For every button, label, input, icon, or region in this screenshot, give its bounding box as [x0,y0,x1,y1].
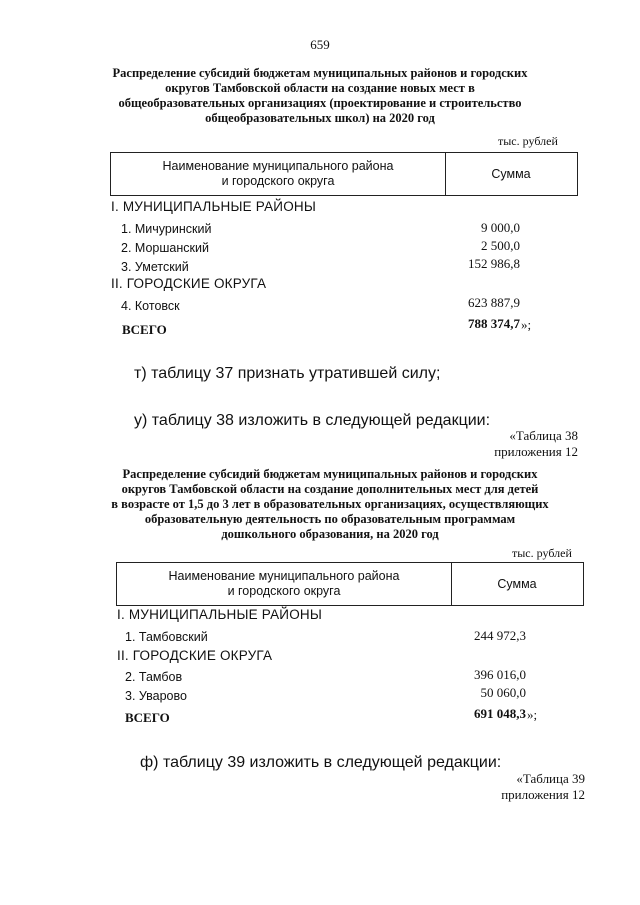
table2-row-name: 3. Уварово [125,689,187,703]
table1-units: тыс. рублей [498,134,558,148]
table1-title-line: Распределение субсидий бюджетам муниципальных районов и городских [112,66,528,80]
table1-header [110,152,578,196]
paragraph-f: ф) таблицу 39 изложить в следующей редакции: [140,754,502,771]
table1-row-name: 3. Уметский [121,260,189,274]
table2-total-value: 691 048,3 [474,706,526,721]
table2-header-name [117,563,452,605]
table39-reference [430,771,585,803]
table1-header-name [111,153,446,195]
table1-row-name: 2. Моршанский [121,241,209,255]
table2-header-name-line: Наименование муниципального района [168,569,400,583]
table1-row-name: 4. Котовск [121,299,180,313]
table2-header-sum: Сумма [497,577,537,591]
table2-row-name: 1. Тамбовский [125,630,208,644]
table2-title-line: в возрасте от 1,5 до 3 лет в образовательных организациях, осуществляющих [111,497,549,511]
table2-title-line: округов Тамбовской области на создание дополнительных мест для детей [121,482,539,496]
table2-title [90,467,570,542]
table1-section-districts: I. МУНИЦИПАЛЬНЫЕ РАЙОНЫ [111,199,317,214]
page-number: 659 [310,37,330,52]
paragraph-u: у) таблицу 38 изложить в следующей редакции: [134,412,491,429]
table1-row-value: 623 887,9 [468,295,520,310]
table2-section-districts: I. МУНИЦИПАЛЬНЫЕ РАЙОНЫ [117,607,323,622]
table38-reference-line: приложения 12 [494,444,578,459]
table1-section-cities: II. ГОРОДСКИЕ ОКРУГА [111,276,267,291]
table1-header-name-line: Наименование муниципального района [162,159,394,173]
table1-title-line: округов Тамбовской области на создание новых мест в [165,81,475,95]
table1-total-label: ВСЕГО [122,322,167,337]
table38-reference [430,428,578,460]
table2-title-line: дошкольного образования, на 2020 год [221,527,439,541]
table2-row-value: 244 972,3 [474,628,526,643]
table2-total-label: ВСЕГО [125,710,170,725]
table1-row-value: 152 986,8 [468,256,520,271]
table2-total-suffix: »; [527,707,538,722]
table2-row-value: 50 060,0 [480,685,526,700]
table2-title-line: Распределение субсидий бюджетам муниципальных районов и городских [122,467,538,481]
table1-row-name: 1. Мичуринский [121,222,212,236]
table1-row-value: 2 500,0 [481,238,520,253]
table1-title-line: общеобразовательных организациях (проектирование и строительство [118,96,522,110]
table1-header-sum: Сумма [491,167,531,181]
table39-reference-line: «Таблица 39 [516,771,585,786]
table2-header [116,562,584,606]
table2-row-value: 396 016,0 [474,667,526,682]
table1-header-name-line: и городского округа [221,174,335,188]
paragraph-t: т) таблицу 37 признать утратившей силу; [134,365,441,382]
table2-header-name-line: и городского округа [227,584,341,598]
table1-title-line: общеобразовательных школ) на 2020 год [205,111,435,125]
table1-row-value: 9 000,0 [481,220,520,235]
table2-title-line: образовательную деятельность по образовательным программам [144,512,516,526]
table2-section-cities: II. ГОРОДСКИЕ ОКРУГА [117,648,273,663]
table39-reference-line: приложения 12 [501,787,585,802]
table1-total-suffix: »; [521,317,532,332]
table1-title [90,66,550,126]
table38-reference-line: «Таблица 38 [509,428,578,443]
table2-units: тыс. рублей [512,546,572,560]
table1-total-value: 788 374,7 [468,316,520,331]
table2-row-name: 2. Тамбов [125,670,183,684]
